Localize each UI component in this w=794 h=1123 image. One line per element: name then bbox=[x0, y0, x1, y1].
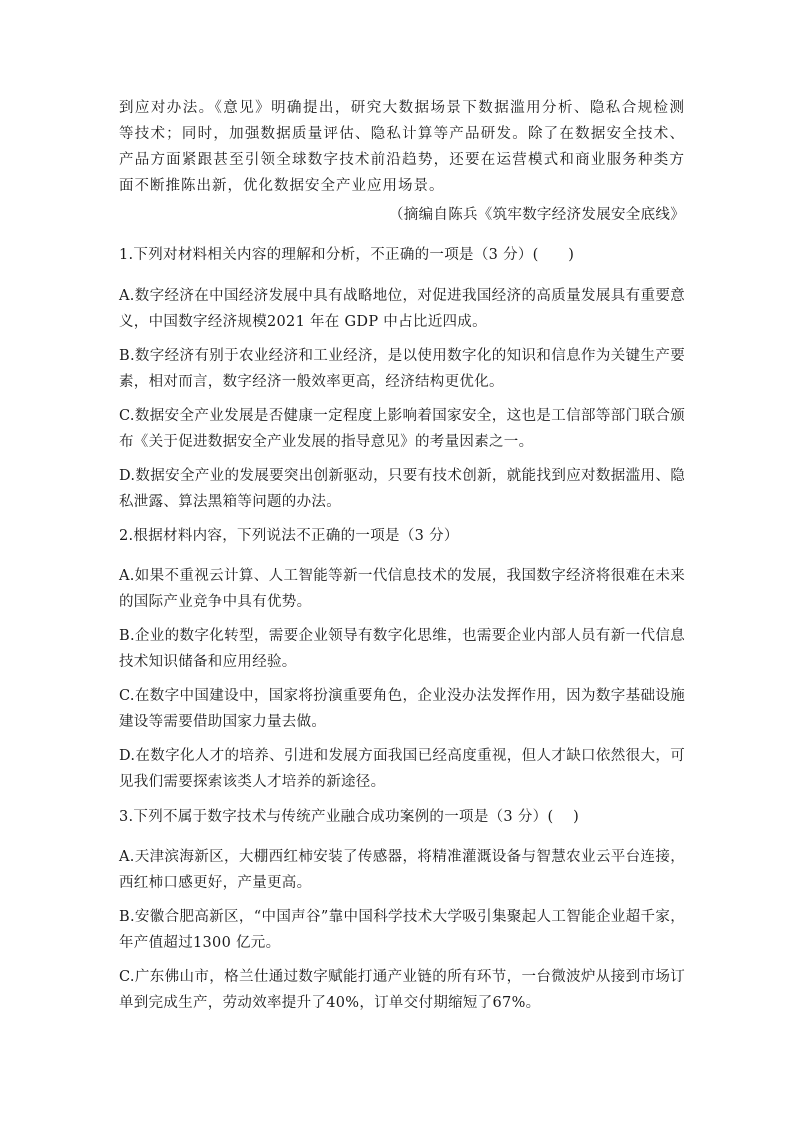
question-1-option-a: A.数字经济在中国经济发展中具有战略地位，对促进我国经济的高质量发展具有重要意义，中国数字经济规模2021 年在 GDP 中占比近四成。 bbox=[119, 288, 685, 330]
question-2-option-d: D.在数字化人才的培养、引进和发展方面我国已经高度重视，但人才缺口依然很大，可见我们需要探索该类人才培养的新途径。 bbox=[119, 748, 685, 790]
question-1-option-b: B.数字经济有别于农业经济和工业经济，是以使用数字化的知识和信息作为关键生产要素，相对而言，数字经济一般效率更高，经济结构更优化。 bbox=[119, 348, 685, 390]
question-2-option-c: C.在数字中国建设中，国家将扮演重要角色，企业没办法发挥作用，因为数字基础设施建设等需要借助国家力量去做。 bbox=[119, 688, 685, 730]
passage-source: （摘编自陈兵《筑牢数字经济发展安全底线》 bbox=[389, 207, 685, 223]
question-1-option-d: D.数据安全产业的发展要突出创新驱动，只要有技术创新，就能找到应对数据滥用、隐私泄露、算法黑箱等问题的办法。 bbox=[119, 468, 685, 510]
question-3-option-b: B.安徽合肥高新区，“中国声谷”靠中国科学技术大学吸引集聚起人工智能企业超千家，年产值超过1300 亿元。 bbox=[119, 909, 685, 951]
question-2-option-b: B.企业的数字化转型，需要企业领导有数字化思维，也需要企业内部人员有新一代信息技术知识储备和应用经验。 bbox=[119, 628, 685, 670]
question-3-option-c: C.广东佛山市，格兰仕通过数字赋能打通产业链的所有环节，一台微波炉从接到市场订单到完成生产，劳动效率提升了40%，订单交付期缩短了67%。 bbox=[119, 969, 685, 1011]
question-3-stem: 3.下列不属于数字技术与传统产业融合成功案例的一项是（3 分）( ) bbox=[119, 809, 580, 825]
passage-text: 到应对办法。《意见》明确提出，研究大数据场景下数据滥用分析、隐私合规检测等技术；同时，加强数据质量评估、隐私计算等产品研发。除了在数据安全技术、产品方面紧跟甚至引领全球数字技术前沿趋势，还要在运营模式和商业服务种类方面不断推陈出新，优化数据安全产业应用场景。 bbox=[119, 100, 685, 194]
question-3-option-a: A.天津滨海新区，大棚西红柿安装了传感器，将精准灌溉设备与智慧农业云平台连接，西红柿口感更好，产量更高。 bbox=[119, 849, 685, 891]
question-1-option-c: C.数据安全产业发展是否健康一定程度上影响着国家安全，这也是工信部等部门联合颁布《关于促进数据安全产业发展的指导意见》的考量因素之一。 bbox=[119, 408, 685, 450]
question-1-stem: 1.下列对材料相关内容的理解和分析，不正确的一项是（3 分）( ) bbox=[119, 247, 575, 263]
question-2-stem: 2.根据材料内容，下列说法不正确的一项是（3 分） bbox=[119, 528, 459, 544]
question-2-option-a: A.如果不重视云计算、人工智能等新一代信息技术的发展，我国数字经济将很难在未来的国际产业竞争中具有优势。 bbox=[119, 568, 685, 610]
